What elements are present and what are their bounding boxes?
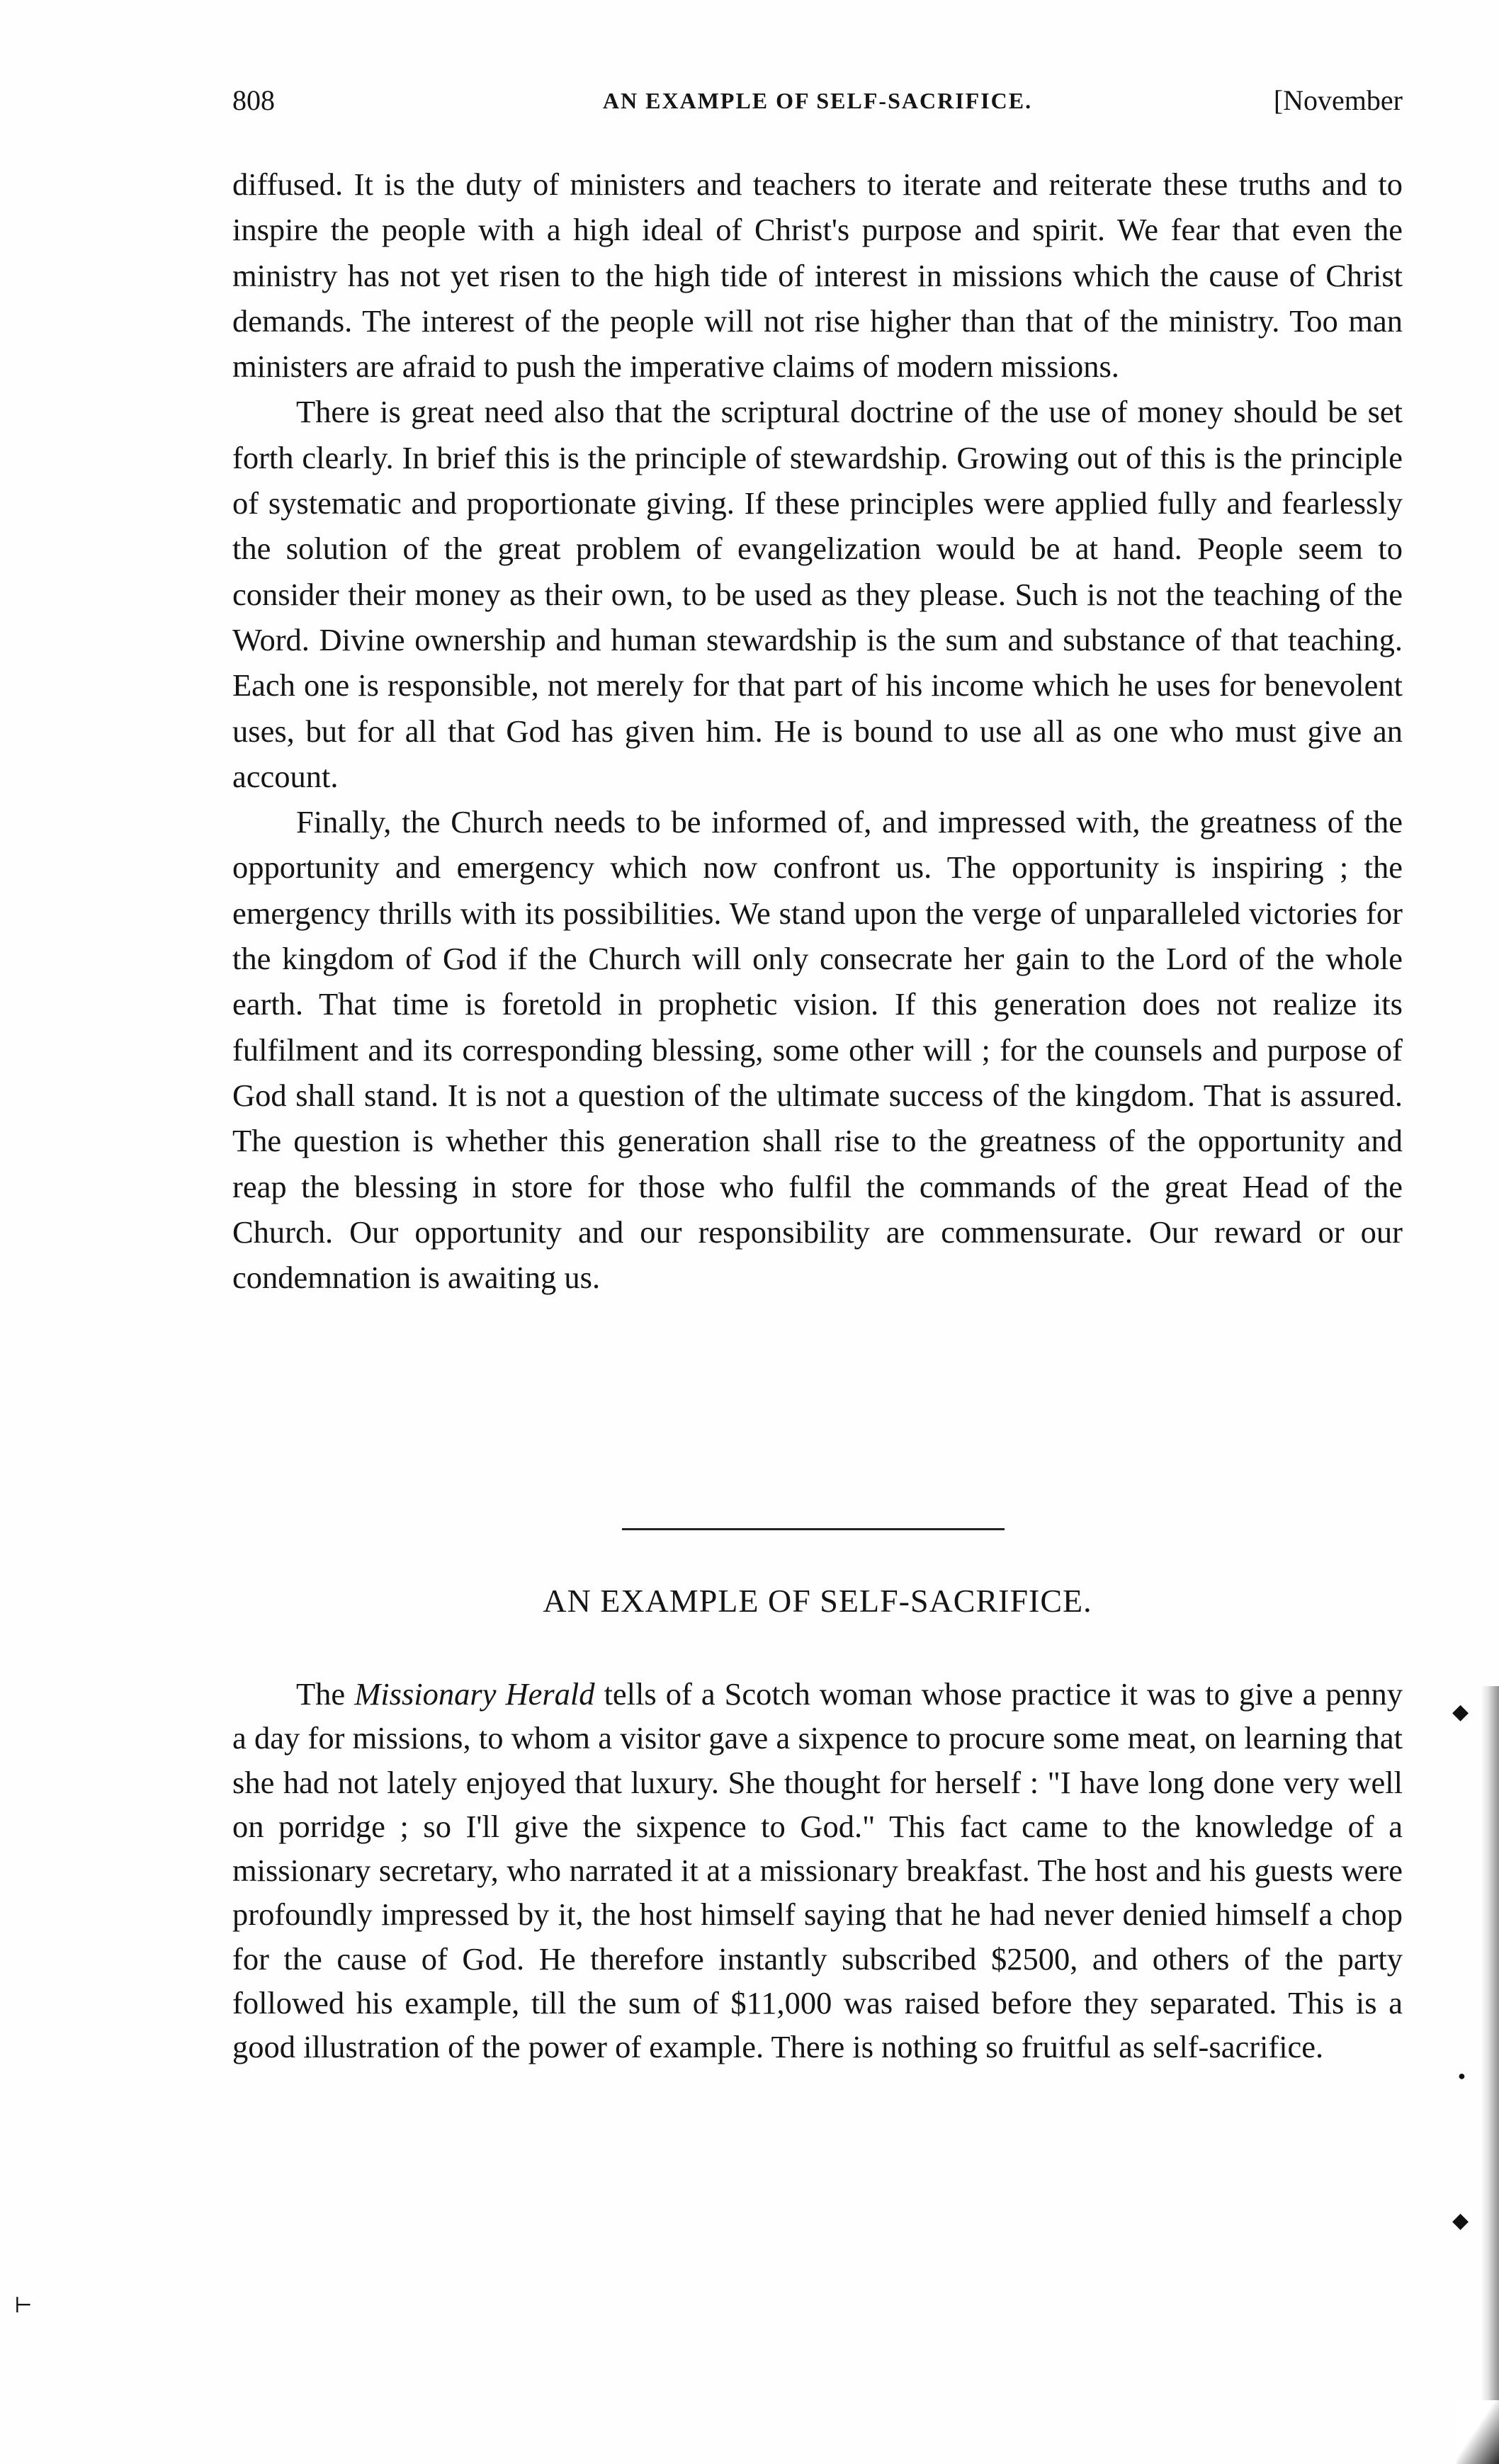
previous-article-conclusion [232, 162, 1403, 1300]
section-divider-rule [622, 1528, 1005, 1530]
paragraph-scotch-woman [232, 1672, 1403, 2069]
paragraph-diffused: diffused. It is the duty of ministers and teachers to iterate and reiterate these truths and to inspire the people with a high ideal of Christ's purpose and spirit. We fear that even the ministry has not yet risen to the high tide of interest in missions which the cause of Christ demands. The interest of the people will not rise higher than that of the ministry. Too man ministers are afraid to push the imperative claims of modern missions. [232, 166, 1403, 385]
margin-mark: ⊢ [14, 2294, 33, 2317]
section-title: AN EXAMPLE OF SELF-SACRIFICE. [543, 1583, 1092, 1619]
lead-word: The [296, 1676, 346, 1712]
margin-mark: ◆ [1452, 1700, 1469, 1724]
page-number: 808 [232, 84, 275, 116]
running-head-month: [November [1273, 84, 1403, 116]
page-corner-curl [1456, 2400, 1499, 2464]
publication-name: Missionary Herald [354, 1676, 595, 1712]
running-head [232, 84, 1403, 133]
paragraph-stewardship: There is great need also that the scriptural doctrine of the use of money should be set forth clearly. In brief this is the principle of stewardship. Growing out of this is the principle of systematic and proportionate giving. If these principles were applied fully and fearlessly the solution of the great problem of evangelization would be at hand. People seem to consider their money as their own, to be used as they please. Such is not the teaching of the Word. Divine ownership and human stewardship is the sum and substance of that teaching. Each one is responsible, not merely for that part of his income which he uses for benevolent uses, but for all that God has given him. He is bound to use all as one who must give an account. [232, 394, 1403, 794]
page-edge-shadow [1481, 1686, 1499, 2464]
self-sacrifice-article [232, 1672, 1403, 2069]
margin-mark: ● [1458, 2069, 1466, 2083]
running-title: AN EXAMPLE OF SELF-SACRIFICE. [602, 88, 1033, 113]
margin-mark: ◆ [1452, 2209, 1469, 2232]
paragraph-opportunity: Finally, the Church needs to be informed of, and impressed with, the greatness of the opportunity and emergency which now confront us. The opportunity is inspiring ; the emergency thrills with its possibilities. We stand upon the verge of unparalleled victories for the kingdom of God if the Church will only consecrate her gain to the Lord of the whole earth. That time is foretold in prophetic vision. If this generation does not realize its fulfilment and its corresponding blessing, some other will ; for the counsels and purpose of God shall stand. It is not a question of the ultimate success of the kingdom. That is assured. The question is whether this generation shall rise to the greatness of the opportunity and reap the blessing in store for those who fulfil the commands of the great Head of the Church. Our opportunity and our responsibility are commensurate. Our reward or our condemnation is awaiting us. [232, 804, 1403, 1296]
article-text: tells of a Scotch woman whose practice it was to give a penny a day for missions, to whom a visitor gave a sixpence to procure some meat, on learning that she had not lately enjoyed that luxury. She thought for herself : "I have long done very well on porridge ; so I'll give the sixpence to God." This fact came to the knowledge of a missionary secretary, who narrated it at a missionary breakfast. The host and his guests were profoundly impressed by it, the host himself saying that he had never denied himself a chop for the cause of God. He therefore instantly subscribed $2500, and others of the party followed his example, till the sum of $11,000 was raised before they separated. This is a good illustration of the power of example. There is nothing so fruitful as self-sacrifice. [232, 1676, 1403, 2065]
